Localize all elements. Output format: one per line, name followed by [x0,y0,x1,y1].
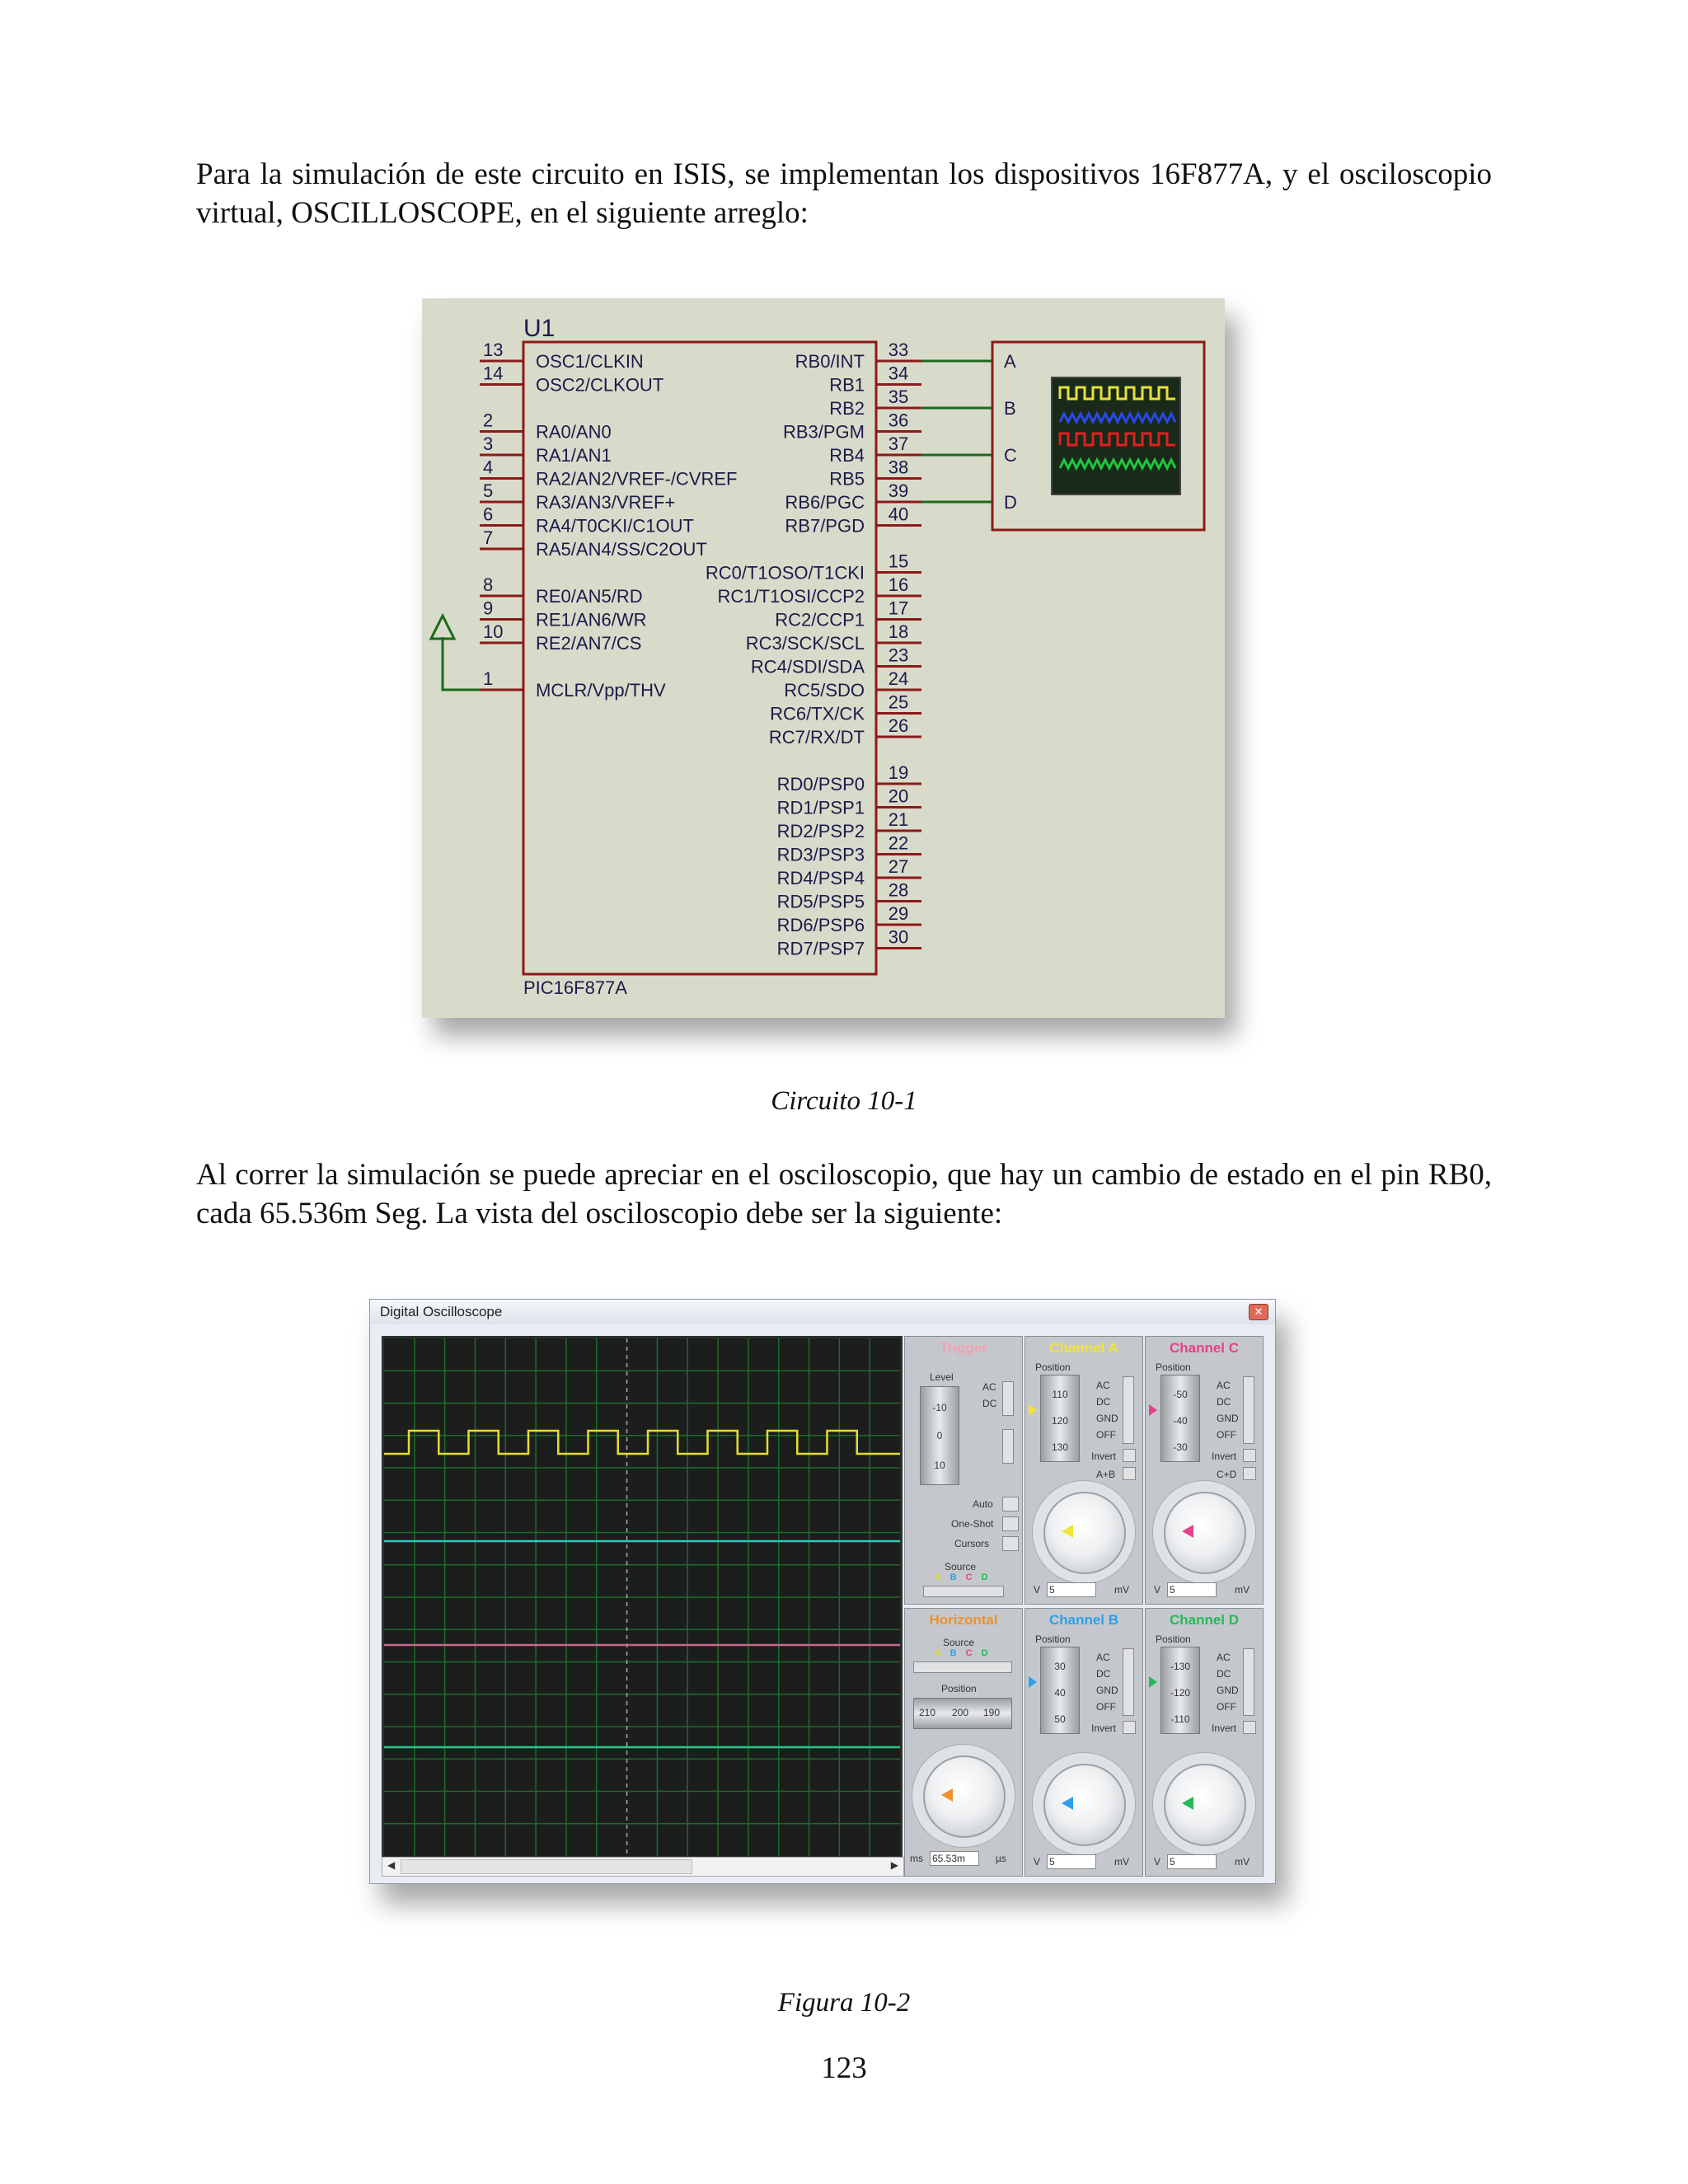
coupling-gnd-label: GND [1217,1685,1239,1696]
oscilloscope-window [369,1299,1276,1884]
left-pin-number: 3 [483,434,494,454]
h-source-c: C [965,1648,973,1658]
horizontal-source-letters [935,1648,988,1658]
volts-knob[interactable] [1164,1492,1246,1574]
source-letters [935,1572,988,1582]
vdd-arrow-icon [431,616,454,639]
position-slider[interactable] [1040,1375,1080,1462]
right-pin-number: 38 [888,457,909,478]
volts-field[interactable]: 5 [1167,1582,1217,1597]
left-pin-number: 5 [483,480,494,501]
position-tick: -110 [1170,1713,1190,1725]
timebase-knob[interactable] [923,1755,1006,1838]
volts-pointer-icon [1062,1525,1073,1538]
scrollbar-thumb[interactable] [401,1859,692,1874]
auto-button[interactable] [1002,1497,1019,1511]
invert-label: Invert [1212,1722,1237,1734]
left-pin-number: 1 [483,668,494,689]
ac-label: AC [982,1381,996,1393]
right-pin-label: RC6/TX/CK [770,703,865,724]
coupling-switch[interactable] [1123,1376,1134,1444]
scope-icon-trace [1060,434,1175,445]
chip-part: PIC16F877A [523,977,627,998]
source-label: Source [945,1561,977,1572]
source-b: B [950,1572,957,1582]
position-label: Position [1035,1633,1071,1645]
close-icon[interactable]: ✕ [1249,1304,1268,1320]
trigger-source-slider[interactable] [923,1586,1004,1597]
mclr-wire [443,637,480,690]
right-pin-label: RD0/PSP0 [776,774,865,794]
volts-unit-left: V [1154,1584,1161,1596]
right-pin-label: RB3/PGM [782,421,865,443]
coupling-dc-label: DC [1217,1396,1231,1408]
left-pin-label: RA4/T0CKI/C1OUT [536,515,694,537]
right-pin-label: RB6/PGC [785,492,865,513]
left-pin-label: RA5/AN4/SS/C2OUT [536,539,707,560]
volts-unit-right: mV [1235,1584,1250,1596]
trace-channel-a [384,1431,900,1454]
horizontal-source-label: Source [943,1637,975,1648]
position-tick: 50 [1054,1713,1066,1725]
h-source-b: B [950,1648,957,1658]
right-pin-number: 29 [888,903,909,924]
right-pin-label: RB4 [829,445,865,466]
cursors-button[interactable] [1002,1536,1019,1551]
left-pin-number: 7 [483,527,494,548]
scope-screen [382,1336,903,1858]
coupling-ac-label: AC [1217,1380,1231,1391]
invert-button[interactable] [1123,1721,1136,1734]
horizontal-position-slider[interactable] [913,1698,1012,1729]
left-pin-number: 14 [483,363,504,384]
right-pin-label: RC7/RX/DT [768,727,865,748]
coupling-ac-label: AC [1217,1652,1231,1663]
right-pin-label: RC2/CCP1 [775,609,865,630]
position-tick: 30 [1054,1661,1066,1672]
coupling-gnd-label: GND [1096,1413,1118,1424]
position-tick: 130 [1051,1441,1069,1453]
coupling-switch[interactable] [1243,1648,1254,1716]
right-pin-number: 15 [888,551,909,572]
coupling-switch[interactable] [1002,1381,1014,1416]
position-slider[interactable] [1160,1375,1200,1462]
body-paragraph: Al correr la simulación se puede apreciar en el osciloscopio, que hay un cambio de estado en el pin RB0, cada 65.536m Seg. La vista del osciloscopio debe ser la siguiente: [196,1158,1492,1230]
volts-unit-right: mV [1235,1856,1250,1868]
chip-ref: U1 [523,315,556,342]
cursors-label: Cursors [954,1538,990,1549]
caption-figure: Figura 10-2 [777,1988,911,2018]
h-source-d: D [981,1648,988,1658]
caption-circuit: Circuito 10-1 [771,1086,917,1116]
right-pin-number: 30 [888,926,909,948]
timebase-unit-left: ms [910,1853,923,1864]
edge-switch[interactable] [1002,1429,1014,1464]
right-pin-number: 24 [888,668,909,689]
left-pin-number: 9 [483,598,494,619]
volts-field[interactable]: 5 [1047,1854,1096,1869]
window-title: Digital Oscilloscope [380,1304,503,1319]
level-label: Level [930,1371,954,1383]
position-pointer-icon [1149,1676,1157,1688]
right-pin-label: RD5/PSP5 [776,891,865,912]
coupling-switch[interactable] [1243,1376,1254,1444]
right-pin-number: 28 [888,879,909,901]
right-pin-label: RD7/PSP7 [776,938,865,959]
position-slider[interactable] [1040,1647,1080,1734]
level-tick: 10 [934,1460,945,1471]
sum-label: C+D [1217,1469,1237,1480]
position-tick: 40 [1054,1687,1066,1699]
position-label: Position [1156,1361,1191,1373]
scope-channel-label: B [1004,398,1016,419]
left-pin-label: RA3/AN3/VREF+ [536,492,676,513]
coupling-gnd-label: GND [1217,1413,1239,1424]
horizontal-position-label: Position [941,1683,977,1694]
volts-knob[interactable] [1043,1764,1126,1846]
volts-unit-left: V [1034,1856,1041,1868]
right-pin-number: 26 [888,715,909,736]
position-tick: -30 [1173,1441,1188,1453]
right-pin-label: RC5/SDO [784,680,865,701]
scope-icon-screen [1052,377,1180,494]
channel-c-panel [1145,1336,1264,1605]
right-pin-number: 16 [888,574,909,595]
coupling-off-label: OFF [1096,1701,1116,1713]
timebase-unit-right: µs [996,1853,1006,1864]
left-pin-number: 4 [483,457,494,478]
left-pin-label: RE2/AN7/CS [536,633,642,654]
h-pos-tick: 200 [952,1707,969,1718]
left-pin-label: RE1/AN6/WR [536,609,647,630]
left-pin-number: 8 [483,574,494,595]
right-pin-label: RC4/SDI/SDA [750,656,865,677]
coupling-off-label: OFF [1217,1701,1236,1713]
schematic-drawing [422,298,1225,1018]
scope-channel-label: D [1004,492,1017,513]
right-pin-label: RB5 [829,468,865,490]
invert-button[interactable] [1243,1721,1256,1734]
right-pin-number: 34 [888,363,909,384]
left-pin-label: OSC2/CLKOUT [536,374,664,396]
right-pin-label: RC1/T1OSI/CCP2 [717,586,865,607]
coupling-dc-label: DC [1217,1668,1231,1680]
right-pin-label: RD1/PSP1 [776,797,865,818]
right-pin-number: 20 [888,785,909,807]
right-pin-number: 27 [888,856,909,877]
left-pin-number: 6 [483,504,494,525]
right-pin-number: 37 [888,434,909,454]
h-pos-tick: 210 [919,1707,936,1718]
volts-unit-right: mV [1114,1584,1129,1596]
volts-unit-right: mV [1114,1856,1129,1868]
level-tick: -10 [932,1402,947,1413]
timebase-pointer-icon [941,1788,953,1802]
invert-label: Invert [1091,1722,1117,1734]
right-pin-label: RC0/T1OSO/T1CKI [705,562,865,583]
horizontal-title: Horizontal [929,1612,998,1628]
left-pin-label: RE0/AN5/RD [536,586,643,607]
channel-d-panel [1145,1608,1264,1877]
title-bar [370,1300,1275,1324]
right-pin-label: RD4/PSP4 [776,868,865,888]
intro-paragraph: Para la simulación de este circuito en ISIS, se implementan los dispositivos 16F877A, y el osciloscopio virtual, OSCILLOSCOPE, en el siguiente arreglo: [196,157,1492,230]
left-pin-number: 2 [483,410,494,431]
volts-unit-left: V [1034,1584,1041,1596]
position-label: Position [1156,1633,1191,1645]
scroll-left-icon[interactable]: ◀ [387,1859,396,1871]
right-pin-label: RD6/PSP6 [776,915,865,935]
horizontal-source-slider[interactable] [913,1661,1012,1673]
left-pin-label: OSC1/CLKIN [536,351,644,372]
page-number: 123 [821,2051,867,2085]
invert-button[interactable] [1123,1449,1136,1462]
trigger-panel [904,1336,1023,1605]
right-pin-label: RB1 [829,374,865,396]
sum-button[interactable] [1123,1467,1136,1480]
dc-label: DC [982,1398,997,1409]
source-a: A [935,1572,941,1582]
scope-icon-trace [1060,387,1175,399]
one-shot-button[interactable] [1002,1516,1019,1531]
level-tick: 0 [936,1430,943,1441]
scope-channel-label: C [1004,445,1017,466]
position-tick: 110 [1052,1389,1068,1400]
left-pin-label: RA0/AN0 [536,421,612,443]
source-d: D [981,1572,988,1582]
timebase-field[interactable]: 65.53m [930,1851,979,1866]
auto-label: Auto [973,1498,993,1510]
schematic-figure [422,298,1225,1018]
position-tick: 120 [1051,1415,1069,1427]
invert-label: Invert [1091,1451,1117,1462]
right-pin-label: RB2 [829,398,865,419]
coupling-off-label: OFF [1096,1429,1116,1441]
left-pin-label: RA2/AN2/VREF-/CVREF [536,468,738,490]
right-pin-number: 35 [888,387,909,407]
right-pin-number: 40 [888,504,909,525]
right-pin-label: RB0/INT [795,351,865,372]
left-pin-label: MCLR/Vpp/THV [536,680,666,701]
volts-unit-left: V [1154,1856,1161,1868]
right-pin-number: 25 [888,691,909,713]
right-pin-label: RC3/SCK/SCL [745,633,865,654]
right-pin-label: RD3/PSP3 [776,844,865,865]
volts-knob[interactable] [1043,1492,1126,1574]
position-pointer-icon [1029,1404,1037,1416]
volts-pointer-icon [1182,1525,1193,1538]
position-tick: -120 [1170,1687,1191,1699]
coupling-ac-label: AC [1096,1652,1110,1663]
right-pin-number: 39 [888,480,909,501]
position-tick: -40 [1173,1415,1188,1427]
h-source-a: A [935,1648,941,1658]
channel-a-panel [1025,1336,1143,1605]
right-pin-number: 17 [888,598,909,619]
position-label: Position [1035,1361,1071,1373]
invert-label: Invert [1212,1451,1237,1462]
position-tick: -130 [1170,1661,1191,1672]
right-pin-number: 19 [888,762,909,783]
channel-b-panel [1025,1608,1143,1877]
sum-label: A+B [1096,1469,1116,1480]
coupling-ac-label: AC [1096,1380,1110,1391]
position-pointer-icon [1029,1676,1037,1688]
left-pin-number: 10 [483,621,504,642]
right-pin-number: 33 [888,340,909,360]
channel-title: Channel B [1048,1612,1119,1628]
volts-knob[interactable] [1164,1764,1246,1846]
position-slider[interactable] [1160,1647,1200,1734]
left-pin-number: 13 [483,340,504,360]
horizontal-scrollbar[interactable] [382,1857,904,1877]
volts-field[interactable]: 5 [1047,1582,1096,1597]
trigger-title: Trigger [940,1340,987,1356]
channel-title: Channel C [1169,1340,1240,1356]
coupling-off-label: OFF [1217,1429,1236,1441]
right-pin-number: 18 [888,621,909,642]
scope-traces [384,1338,900,1856]
source-c: C [965,1572,973,1582]
right-pin-number: 21 [888,809,909,830]
horizontal-panel [904,1608,1023,1877]
one-shot-label: One-Shot [951,1518,994,1530]
coupling-dc-label: DC [1096,1668,1111,1680]
left-pin-label: RA1/AN1 [536,445,612,466]
right-pin-number: 36 [888,410,909,431]
scroll-right-icon[interactable]: ▶ [890,1859,898,1871]
right-pin-label: RD2/PSP2 [776,821,865,841]
channel-title: Channel A [1049,1340,1118,1356]
scope-channel-label: A [1004,351,1016,372]
right-pin-label: RB7/PGD [785,515,865,537]
volts-pointer-icon [1062,1797,1073,1810]
invert-button[interactable] [1243,1449,1256,1462]
channel-title: Channel D [1169,1612,1240,1628]
trigger-level-slider[interactable] [920,1386,959,1485]
coupling-dc-label: DC [1096,1396,1111,1408]
position-pointer-icon [1149,1404,1157,1416]
right-pin-number: 23 [888,644,909,666]
coupling-gnd-label: GND [1096,1685,1118,1696]
sum-button[interactable] [1243,1467,1256,1480]
coupling-switch[interactable] [1123,1648,1134,1716]
h-pos-tick: 190 [983,1707,1001,1718]
right-pin-number: 22 [888,832,909,854]
position-tick: -50 [1173,1389,1188,1400]
volts-pointer-icon [1182,1797,1193,1810]
volts-field[interactable]: 5 [1167,1854,1217,1869]
